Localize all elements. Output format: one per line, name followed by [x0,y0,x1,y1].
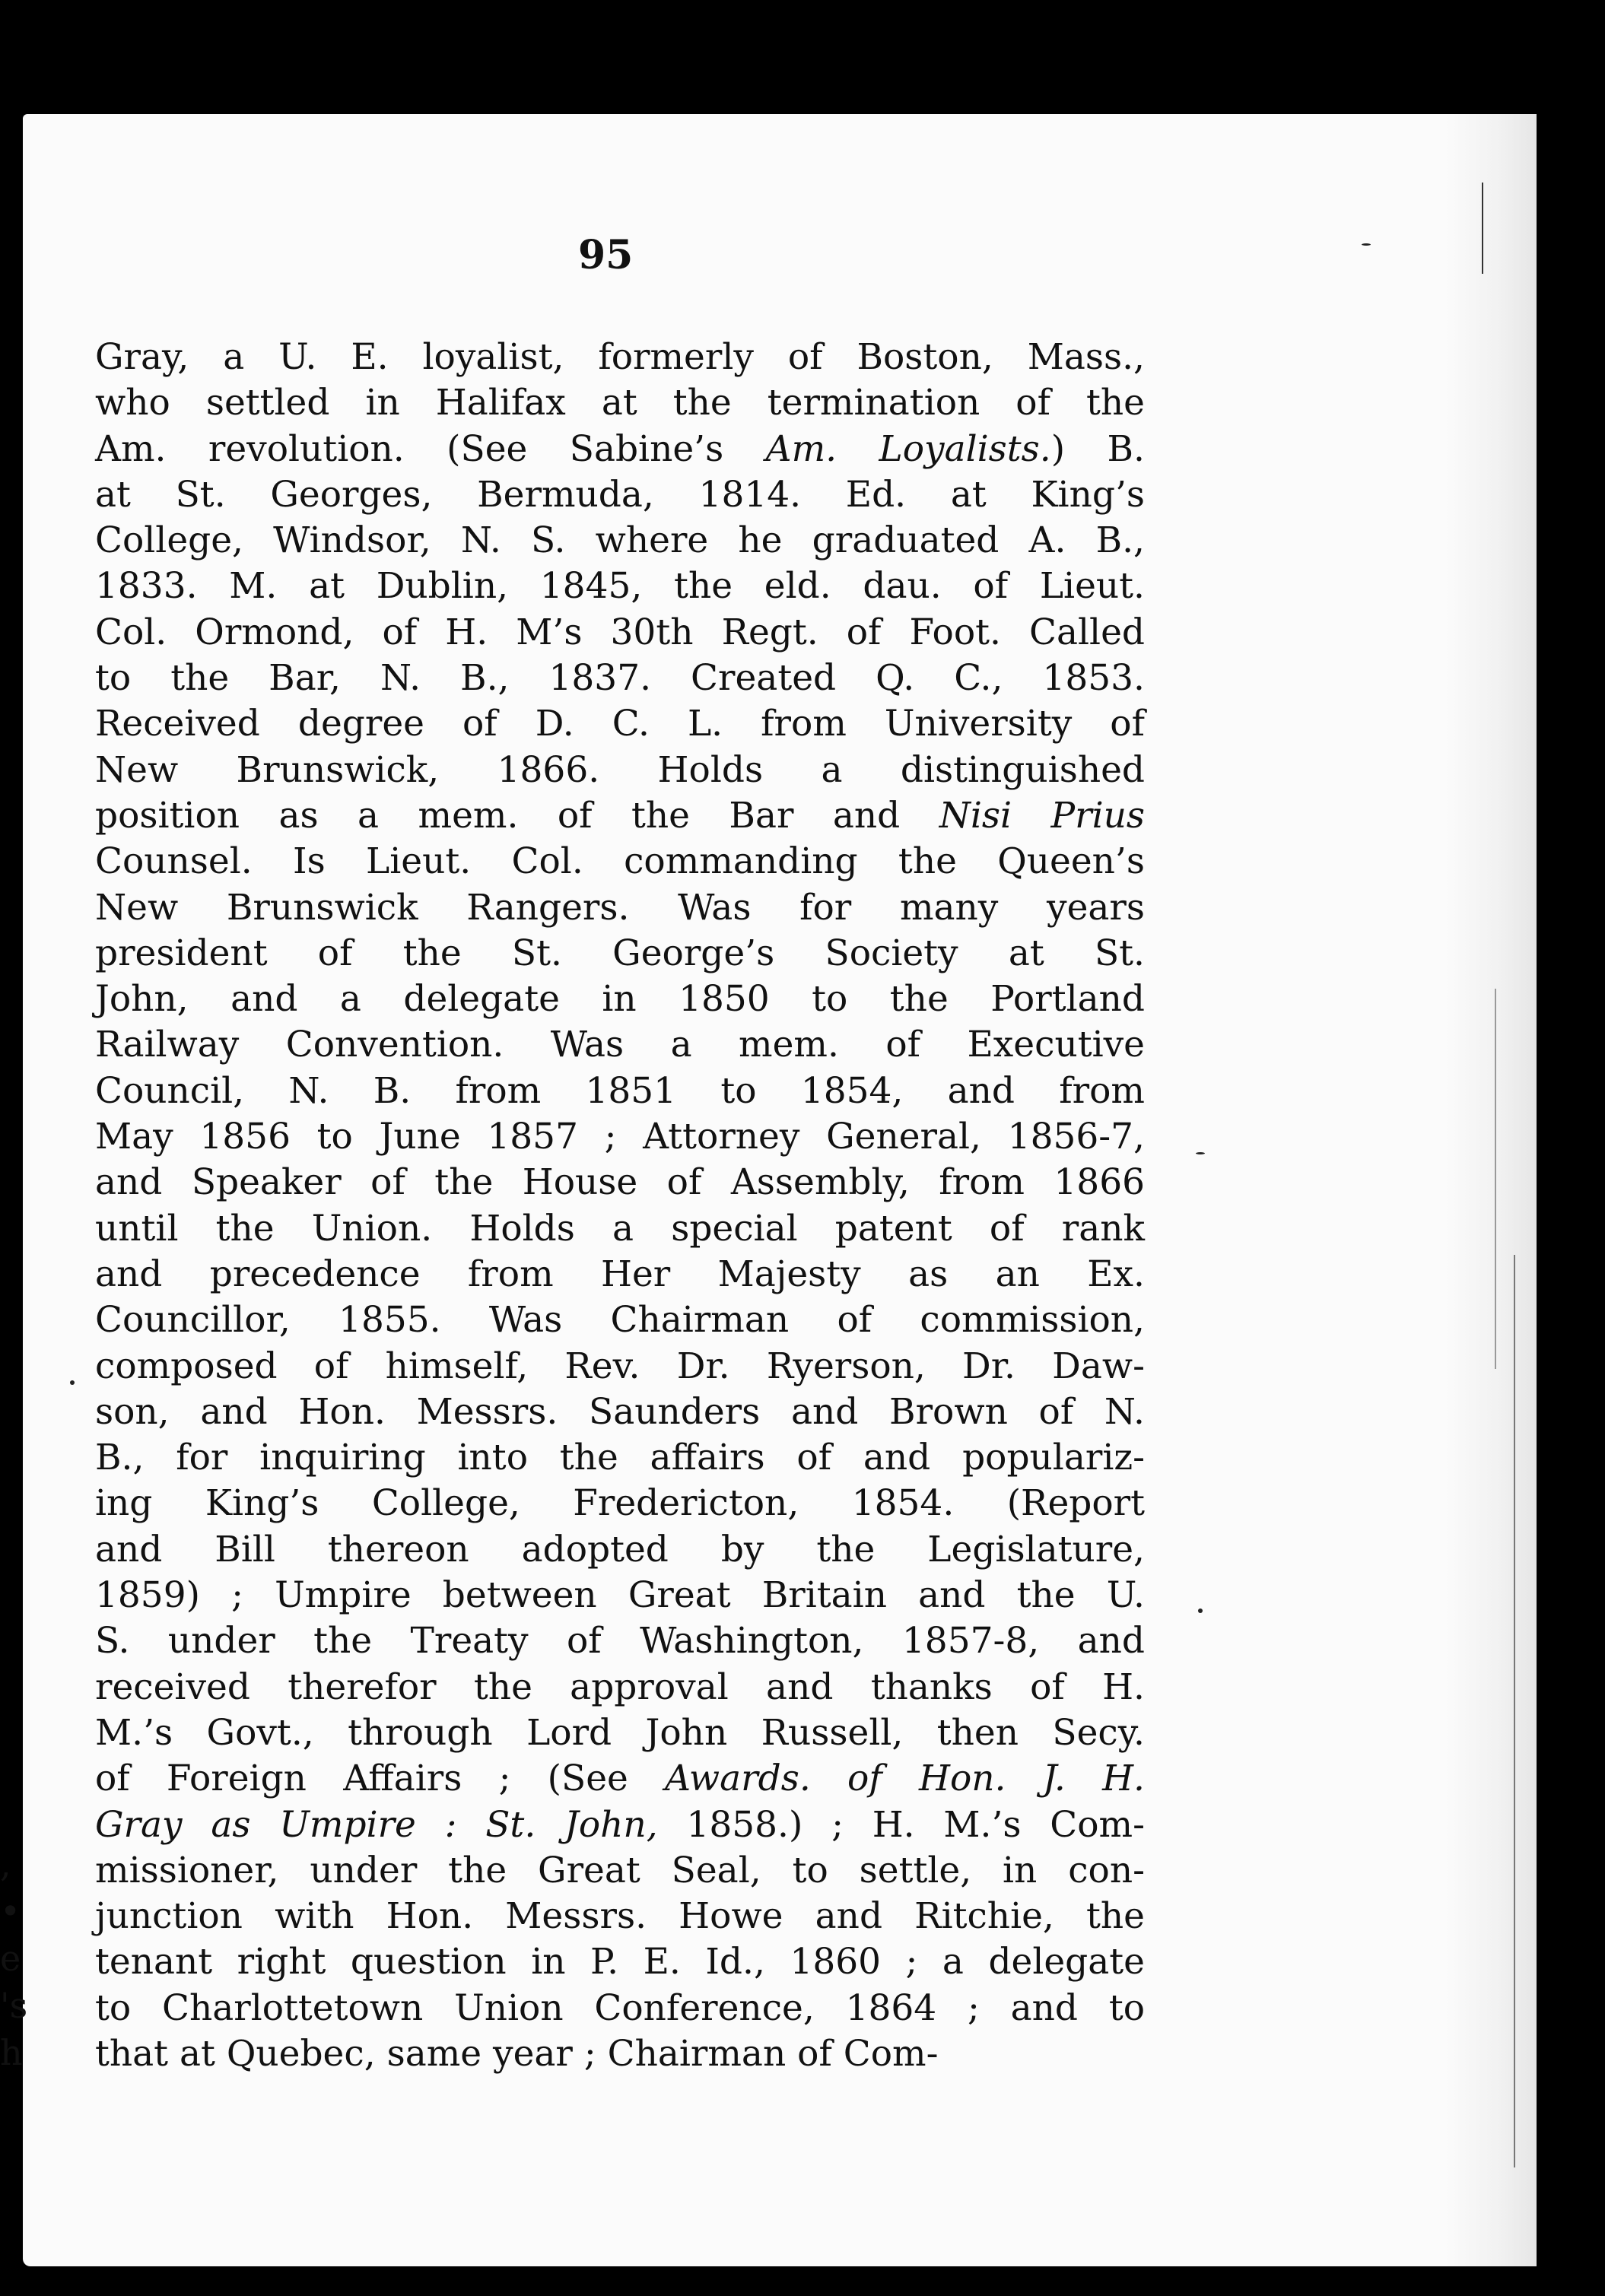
text-line [95,1344,1145,1389]
line-text: May 1856 to June 1857 ; Attorney General, 1856-7, [95,1116,1145,1158]
text-line [95,1160,1145,1205]
margin-mark: e [0,1938,21,1979]
text-line [95,1756,1145,1802]
line-text: S. under the Treaty of Washington, 1857-8, and [95,1620,1145,1662]
text-line [95,1939,1145,1985]
scan-edge-mark [1514,1255,1515,2167]
text-line [95,427,1145,472]
line-text: 1859) ; Umpire between Great Britain and the U. [95,1574,1145,1617]
text-line [95,472,1145,518]
text-line [95,1069,1145,1114]
margin-mark: , [0,1843,11,1885]
italic-title-text: Awards. of Hon. J. H. [665,1758,1146,1800]
line-text: Col. Ormond, of H. M’s 30th Regt. of Foot. Called [95,611,1145,653]
margin-mark: • [0,1891,21,1932]
italic-title-text: Am. Loyalists. [765,427,1051,470]
text-line [95,564,1145,609]
scan-edge-mark [1482,183,1483,274]
margin-mark: 's [0,1985,28,2026]
text-line [95,1527,1145,1573]
line-text: and Speaker of the House of Assembly, from 1866 [95,1161,1145,1204]
line-text: who settled in Halifax at the termination of the [95,382,1145,424]
line-text: composed of himself, Rev. Dr. Ryerson, Dr. Daw- [95,1345,1145,1387]
line-text: at St. Georges, Bermuda, 1814. Ed. at King’s [95,473,1145,516]
text-line [95,1114,1145,1160]
line-text: tenant right question in P. E. Id., 1860 ; a delegate [95,1941,1145,1983]
text-line [95,1665,1145,1710]
line-text: Railway Convention. Was a mem. of Executive [95,1024,1145,1066]
previous-page-margin-marks [0,1840,30,2076]
line-text: of Foreign Affairs ; (See [95,1758,666,1800]
line-text: 1833. M. at Dublin, 1845, the eld. dau. of Lieut. [95,565,1145,608]
line-text: 1858.) ; H. M.’s Com- [657,1803,1145,1846]
text-line [95,335,1145,380]
line-text: ing King’s College, Fredericton, 1854. (Report [95,1482,1145,1525]
text-line [95,1389,1145,1435]
text-line [95,1297,1145,1343]
line-text: B., for inquiring into the affairs of and populariz- [95,1437,1145,1479]
body-text [95,335,1145,2077]
scan-speck [1196,1152,1205,1154]
text-line [95,1848,1145,1894]
line-text: and precedence from Her Majesty as an Ex. [95,1253,1145,1295]
line-text: Council, N. B. from 1851 to 1854, and from [95,1069,1145,1112]
page-fold-shadow [1445,114,1537,2266]
text-line [95,1573,1145,1618]
line-text: until the Union. Holds a special patent of rank [95,1207,1145,1250]
line-text: to the Bar, N. B., 1837. Created Q. C., 1853. [95,657,1145,700]
scan-edge-mark [1495,989,1496,1369]
line-text: Received degree of D. C. L. from University of [95,703,1145,745]
line-text: that at Quebec, same year ; Chairman of Com- [95,2032,939,2075]
line-text: son, and Hon. Messrs. Saunders and Brown of N. [95,1390,1145,1433]
text-line [95,1252,1145,1297]
line-text: M.’s Govt., through Lord John Russell, then Secy. [95,1711,1145,1754]
text-line [95,1710,1145,1756]
line-text: ) B. [1050,427,1145,470]
text-line [95,748,1145,793]
text-line [95,518,1145,564]
line-text: junction with Hon. Messrs. Howe and Ritchie, the [95,1895,1145,1938]
text-line [95,793,1145,839]
text-line [95,1618,1145,1664]
line-text: New Brunswick Rangers. Was for many years [95,886,1145,929]
text-line [95,1435,1145,1481]
line-text: Councillor, 1855. Was Chairman of commission, [95,1299,1145,1342]
text-line [95,977,1145,1022]
text-line [95,610,1145,656]
line-text: to Charlottetown Union Conference, 1864 ; and to [95,1986,1145,2029]
scan-speck [1362,243,1371,246]
italic-title-text: Nisi Prius [939,794,1145,837]
line-text: Gray, a U. E. loyalist, formerly of Boston, Mass., [95,336,1145,378]
line-text: Counsel. Is Lieut. Col. commanding the Queen’s [95,840,1145,883]
scan-speck [70,1380,75,1385]
text-line [95,701,1145,747]
text-line [95,656,1145,701]
line-text: John, and a delegate in 1850 to the Portland [95,978,1145,1021]
text-line [95,1022,1145,1068]
scan-speck [1198,1608,1203,1613]
italic-title-text: Gray as Umpire : St. John, [95,1803,658,1846]
line-text: College, Windsor, N. S. where he graduated A. B., [95,519,1145,562]
line-text: Am. revolution. (See Sabine’s [95,427,766,470]
line-text: missioner, under the Great Seal, to settle, in con- [95,1849,1145,1891]
text-line [95,885,1145,931]
text-line [95,1481,1145,1526]
text-line [95,1894,1145,1939]
text-line [95,931,1145,977]
line-text: president of the St. George’s Society at St. [95,932,1145,974]
margin-mark: h [0,2032,23,2073]
text-line [95,1802,1145,1848]
page-number: 95 [578,232,634,278]
text-line [95,839,1145,884]
line-text: and Bill thereon adopted by the Legislature, [95,1528,1145,1570]
text-line [95,1986,1145,2031]
line-text: received therefor the approval and thanks of H. [95,1666,1145,1708]
text-line [95,2031,1145,2077]
line-text: position as a mem. of the Bar and [95,794,939,837]
line-text: New Brunswick, 1866. Holds a distinguished [95,748,1145,791]
text-line [95,1206,1145,1252]
text-line [95,380,1145,426]
